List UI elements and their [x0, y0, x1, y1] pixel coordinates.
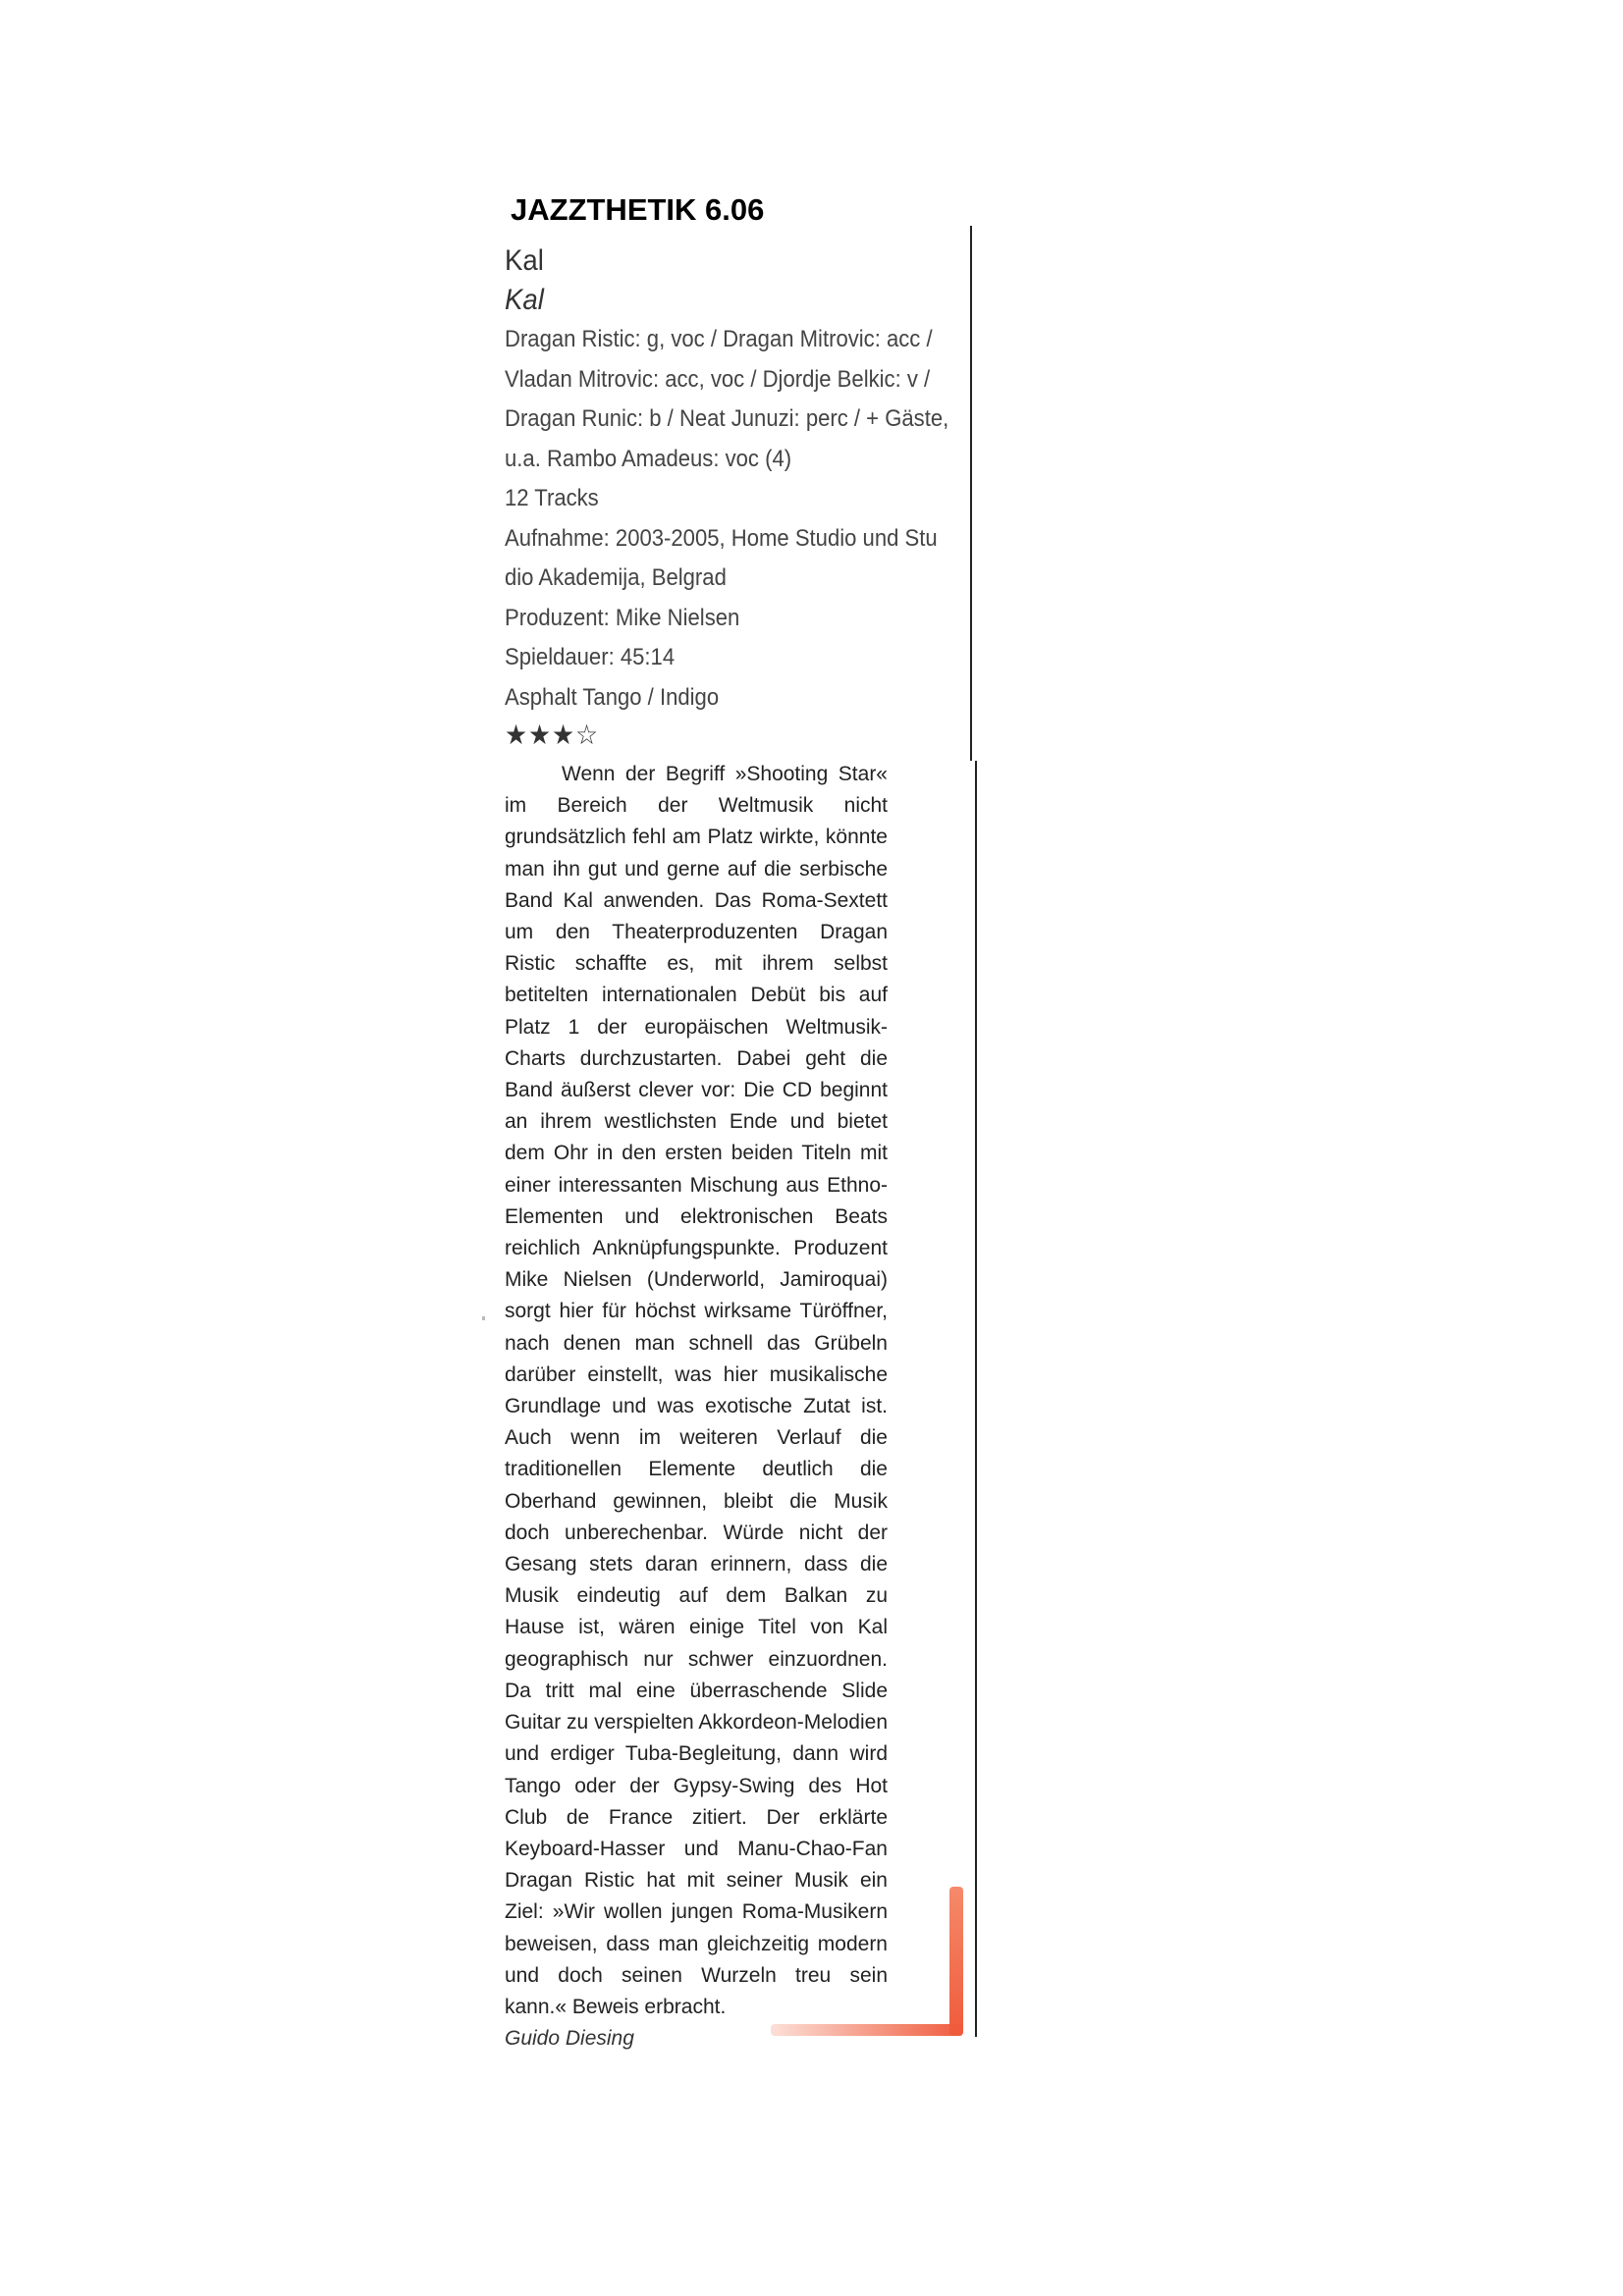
track-count: 12 Tracks: [505, 485, 599, 511]
scan-speck: [482, 1316, 485, 1320]
lineup-line: Vladan Mitrovic: acc, voc / Djordje Belkic: v /: [505, 365, 931, 393]
recording-info: Aufnahme: 2003-2005, Home Studio und Stu: [505, 524, 938, 552]
lineup-line: Dragan Ristic: g, voc / Dragan Mitrovic: acc /: [505, 326, 933, 352]
masthead: JAZZTHETIK 6.06: [511, 192, 765, 227]
band-name: Kal: [505, 244, 544, 277]
label: Asphalt Tango / Indigo: [505, 683, 720, 711]
rating-stars: ★★★☆: [505, 720, 600, 750]
lineup-line: u.a. Rambo Amadeus: voc (4): [505, 445, 792, 472]
review-author: Guido Diesing: [505, 2027, 634, 2051]
red-marker-stroke-horizontal: [771, 2024, 963, 2036]
recording-info-cont: dio Akademija, Belgrad: [505, 564, 727, 591]
album-title: Kal: [505, 284, 544, 316]
review-body: [505, 759, 888, 2055]
lineup-line: Dragan Runic: b / Neat Junuzi: perc / + Gäste,: [505, 405, 949, 432]
review-text: Wenn der Begriff »Shooting Star« im Bereich der Weltmusik nicht grundsätzlich fehl am Platz wirkte, könnte man ihn gut und gerne auf die serbische Band Kal anwenden. Das Roma-Sextett um den Theaterproduzenten Dragan Ristic schaffte es, mit ihrem selbst betitelten internationalen Debüt bis auf Platz 1 der europäischen Weltmusik-Charts durchzustarten. Dabei geht die Band äußerst clever vor: Die CD beginnt an ihrem westlichsten Ende und bietet dem Ohr in den ersten beiden Titeln mit einer interessanten Mischung aus Ethno-Elementen und elektronischen Beats reichlich Anknüpfungspunkte. Produzent Mike Nielsen (Underworld, Jamiroquai) sorgt hier für höchst wirksame Türöffner, nach denen man schnell das Grübeln darüber einstellt, was hier musikalische Grundlage und was exotische Zutat ist. Auch wenn im weiteren Verlauf die traditionellen Elemente deutlich die Oberhand gewinnen, bleibt die Musik doch unberechenbar. Würde nicht der Gesang stets daran erinnern, dass die Musik eindeutig auf dem Balkan zu Hause ist, wären einige Titel von Kal geographisch nur schwer einzuordnen. Da tritt mal eine überraschende Slide Guitar zu verspielten Akkordeon-Melodien und erdiger Tuba-Begleitung, dann wird Tango oder der Gypsy-Swing des Hot Club de France zitiert. Der erklärte Keyboard-Hasser und Manu-Chao-Fan Dragan Ristic hat mit seiner Musik ein Ziel: »Wir wollen jungen Roma-Musikern beweisen, dass man gleichzeitig modern und doch seinen Wurzeln treu sein kann.« Beweis erbracht.: [505, 763, 888, 2018]
producer: Produzent: Mike Nielsen: [505, 604, 740, 631]
album-info: [505, 241, 949, 753]
red-marker-stroke-vertical: [949, 1887, 963, 2036]
duration: Spieldauer: 45:14: [505, 644, 676, 670]
